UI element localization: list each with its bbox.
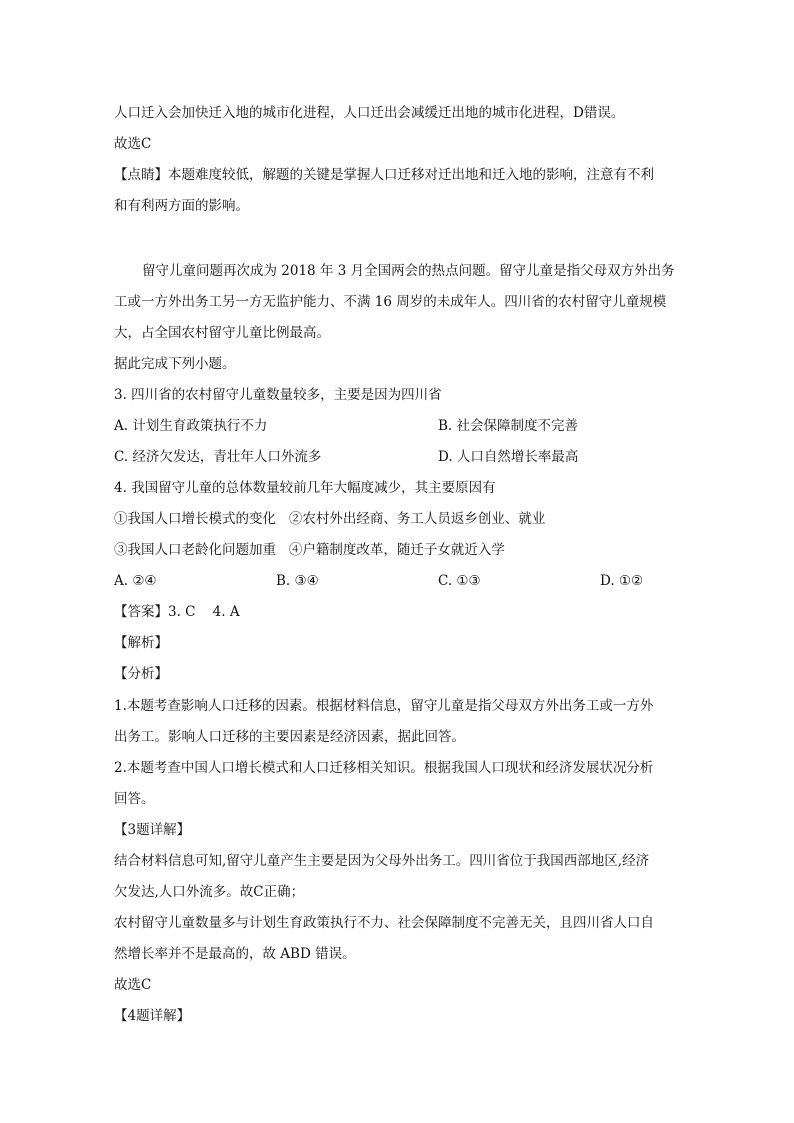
question-4-stem: 4. 我国留守儿童的总体数量较前几年大幅度减少，其主要原因有: [114, 480, 496, 496]
tip-line-2: 和有利两方面的影响。: [114, 198, 249, 214]
detail-3-line-2: 欠发达,人口外流多。故C正确；: [114, 884, 305, 900]
question-3-stem: 3. 四川省的农村留守儿童数量较多，主要是因为四川省: [114, 387, 442, 403]
question-4-statements-1: ①我国人口增长模式的变化 ②农村外出经商、务工人员返乡创业、就业: [114, 511, 546, 527]
question-4-statements-2: ③我国人口老龄化问题加重 ④户籍制度改革，随迁子女就近入学: [114, 542, 505, 558]
detail-4-heading: 【4题详解】: [114, 1008, 191, 1024]
material-instruction: 据此完成下列小题。: [114, 356, 236, 372]
question-4-option-b: B. ③④: [276, 573, 319, 589]
question-4-option-a: A. ②④: [114, 573, 157, 589]
question-4-option-c: C. ①③: [438, 573, 481, 589]
detail-3-line-3: 农村留守儿童数量多与计划生育政策执行不力、社会保障制度不完善无关，且四川省人口自: [114, 915, 654, 931]
detail-3-line-1: 结合材料信息可知,留守儿童产生主要是因为父母外出务工。四川省位于我国西部地区,经济: [114, 853, 650, 869]
detail-3-line-4: 然增长率并不是最高的，故 ABD 错误。: [114, 946, 356, 962]
material-line-3: 大，占全国农村留守儿童比例最高。: [114, 325, 330, 341]
question-3-option-b: B. 社会保障制度不完善: [438, 418, 579, 434]
question-3-option-c: C. 经济欠发达，青壮年人口外流多: [114, 449, 322, 465]
analysis-heading: 【解析】: [114, 635, 168, 651]
detail-3-heading: 【3题详解】: [114, 822, 191, 838]
previous-answer-note: 故选C: [114, 136, 152, 152]
analysis-point-1-line-2: 出务工。影响人口迁移的主要因素是经济因素，据此回答。: [114, 729, 465, 745]
fenxi-heading: 【分析】: [114, 666, 168, 682]
question-4-option-d: D. ①②: [600, 573, 644, 589]
answer-key: 【答案】3. C 4. A: [114, 604, 240, 620]
material-line-1: 留守儿童问题再次成为 2018 年 3 月全国两会的热点问题。留守儿童是指父母双方外出务: [142, 263, 675, 279]
tip-line-1: 【点睛】本题难度较低，解题的关键是掌握人口迁移对迁出地和迁入地的影响，注意有不利: [114, 167, 654, 183]
analysis-point-2-line-1: 2.本题考查中国人口增长模式和人口迁移相关知识。根据我国人口现状和经济发展状况分析: [114, 760, 654, 776]
analysis-point-2-line-2: 回答。: [114, 791, 155, 807]
question-3-option-a: A. 计划生育政策执行不力: [114, 418, 268, 434]
detail-3-answer-note: 故选C: [114, 977, 152, 993]
analysis-point-1-line-1: 1.本题考查影响人口迁移的因素。根据材料信息，留守儿童是指父母双方外出务工或一方外: [114, 698, 654, 714]
material-line-2: 工或一方外出务工另一方无监护能力、不满 16 周岁的未成年人。四川省的农村留守儿童规模: [114, 294, 667, 310]
question-3-option-d: D. 人口自然增长率最高: [438, 449, 579, 465]
previous-conclusion: 人口迁入会加快迁入地的城市化进程，人口迁出会减缓迁出地的城市化进程，D错误。: [114, 105, 625, 121]
